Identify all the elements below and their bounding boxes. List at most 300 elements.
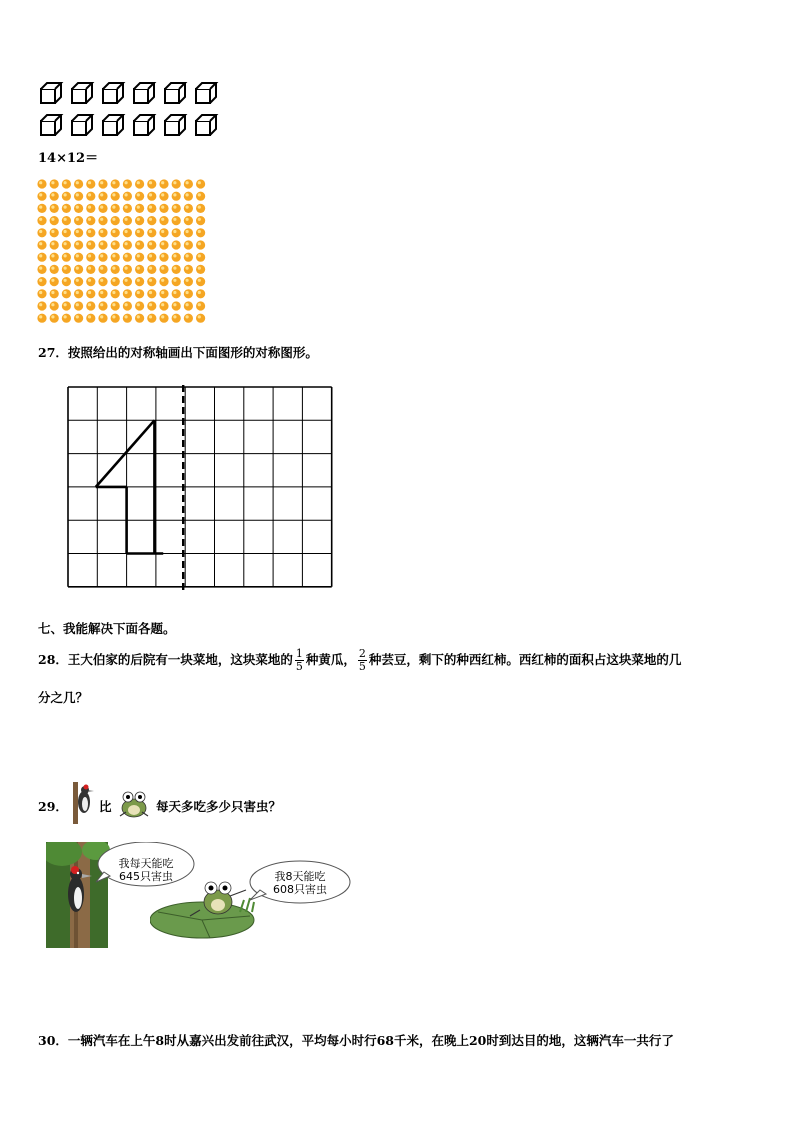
dot — [37, 301, 46, 310]
dot-highlight — [64, 230, 67, 233]
dot — [62, 253, 71, 262]
dot-highlight — [125, 315, 128, 318]
dot — [159, 265, 168, 274]
dot — [159, 240, 168, 249]
dot-highlight — [198, 267, 201, 270]
dot-highlight — [173, 242, 176, 245]
dot — [172, 204, 181, 213]
dot — [111, 314, 120, 323]
dot — [135, 179, 144, 188]
dot — [196, 253, 205, 262]
dot-highlight — [64, 279, 67, 282]
dot-highlight — [88, 291, 91, 294]
dot-highlight — [64, 193, 67, 196]
cube — [103, 115, 123, 135]
question-29-question: 每天多吃多少只害虫？ — [156, 799, 282, 814]
dot — [98, 228, 107, 237]
dot-highlight — [186, 218, 189, 221]
dot-highlight — [137, 181, 140, 184]
dot-highlight — [39, 303, 42, 306]
dot — [62, 179, 71, 188]
dot — [98, 192, 107, 201]
dot-highlight — [100, 279, 103, 282]
question-30-text: 30．一辆汽车在上午8时从嘉兴出发前往武汉，平均每小时行68千米，在晚上20时到达目的地，这辆汽车一共行了 — [38, 1033, 674, 1048]
dot — [135, 253, 144, 262]
dot-array — [36, 178, 212, 328]
dot — [184, 314, 193, 323]
dot — [86, 289, 95, 298]
dot — [184, 289, 193, 298]
dot — [184, 228, 193, 237]
dot-highlight — [51, 267, 54, 270]
fraction-denominator: 5 — [358, 660, 366, 673]
dot-highlight — [149, 279, 152, 282]
dot-highlight — [125, 230, 128, 233]
dot-highlight — [161, 291, 164, 294]
dot — [159, 216, 168, 225]
dot-highlight — [51, 206, 54, 209]
dot-highlight — [186, 303, 189, 306]
question-28-line1 — [38, 648, 681, 673]
dot — [172, 289, 181, 298]
dot-highlight — [88, 242, 91, 245]
dot — [147, 228, 156, 237]
dot — [50, 204, 59, 213]
dot — [74, 192, 83, 201]
dot — [135, 314, 144, 323]
dot-highlight — [39, 206, 42, 209]
dot — [98, 265, 107, 274]
dot — [62, 228, 71, 237]
dot — [172, 277, 181, 286]
dot-highlight — [100, 242, 103, 245]
dot-highlight — [198, 218, 201, 221]
dot-highlight — [149, 242, 152, 245]
dot — [196, 192, 205, 201]
frog-bubble-line1: 我8天能吃 — [274, 870, 326, 883]
dot-highlight — [88, 206, 91, 209]
dot-highlight — [125, 242, 128, 245]
dot — [111, 216, 120, 225]
dot — [123, 240, 132, 249]
dot — [147, 204, 156, 213]
dot — [111, 228, 120, 237]
dot — [147, 253, 156, 262]
dot-highlight — [112, 242, 115, 245]
dot-highlight — [39, 218, 42, 221]
dot — [135, 265, 144, 274]
dot — [111, 289, 120, 298]
dot-highlight — [173, 303, 176, 306]
dot-highlight — [198, 303, 201, 306]
dot-highlight — [39, 181, 42, 184]
dot — [135, 277, 144, 286]
dot — [37, 179, 46, 188]
dot-highlight — [76, 291, 79, 294]
dot — [98, 240, 107, 249]
dot — [74, 253, 83, 262]
dot — [135, 301, 144, 310]
dot-highlight — [161, 242, 164, 245]
dot — [50, 253, 59, 262]
fraction-numerator: 1 — [295, 647, 303, 660]
dot — [86, 314, 95, 323]
dot — [86, 216, 95, 225]
dot-highlight — [198, 230, 201, 233]
dot-highlight — [112, 291, 115, 294]
dot — [184, 253, 193, 262]
dot — [86, 192, 95, 201]
dot — [123, 301, 132, 310]
dot-highlight — [125, 303, 128, 306]
cube — [196, 115, 216, 135]
dot — [135, 228, 144, 237]
dot — [172, 265, 181, 274]
dot-highlight — [100, 267, 103, 270]
cube — [72, 83, 92, 103]
question-29-number: 29． — [38, 799, 68, 814]
dot — [196, 179, 205, 188]
dot-highlight — [51, 315, 54, 318]
dot-highlight — [198, 193, 201, 196]
dot-highlight — [64, 218, 67, 221]
dot-highlight — [137, 242, 140, 245]
woodpecker-small-icon — [70, 782, 94, 824]
dot-highlight — [100, 181, 103, 184]
dot-highlight — [161, 315, 164, 318]
dot — [74, 228, 83, 237]
dot — [196, 228, 205, 237]
dot — [74, 277, 83, 286]
question-29-bi: 比 — [99, 799, 112, 814]
dot-highlight — [112, 230, 115, 233]
dot-highlight — [51, 242, 54, 245]
dot — [98, 179, 107, 188]
dot-highlight — [173, 181, 176, 184]
dot — [62, 289, 71, 298]
dot — [37, 314, 46, 323]
dot — [123, 216, 132, 225]
dot-highlight — [112, 254, 115, 257]
dot-highlight — [186, 315, 189, 318]
dot — [184, 216, 193, 225]
dot-highlight — [88, 230, 91, 233]
dot — [111, 301, 120, 310]
dot-highlight — [112, 218, 115, 221]
cube — [41, 115, 61, 135]
dot-highlight — [186, 206, 189, 209]
dot-highlight — [173, 206, 176, 209]
question-27-text: 27．按照给出的对称轴画出下面图形的对称图形。 — [38, 345, 318, 360]
dot — [135, 192, 144, 201]
frog-small-icon — [116, 786, 152, 820]
dot — [184, 240, 193, 249]
dot-highlight — [149, 206, 152, 209]
dot — [196, 289, 205, 298]
dot-highlight — [112, 315, 115, 318]
woodpecker-bubble-line1: 我每天能吃 — [118, 857, 174, 870]
dot-highlight — [125, 218, 128, 221]
dot — [111, 253, 120, 262]
dot-highlight — [173, 218, 176, 221]
dot — [172, 253, 181, 262]
dot — [123, 314, 132, 323]
dot-highlight — [198, 279, 201, 282]
dot-highlight — [39, 279, 42, 282]
dot — [159, 277, 168, 286]
dot — [37, 216, 46, 225]
cube — [134, 115, 154, 135]
dot-highlight — [125, 279, 128, 282]
dot — [86, 240, 95, 249]
dot — [159, 314, 168, 323]
dot — [172, 192, 181, 201]
dot-highlight — [173, 254, 176, 257]
dot — [98, 204, 107, 213]
cube-rows — [38, 80, 228, 140]
dot — [111, 240, 120, 249]
dot — [98, 289, 107, 298]
cube — [165, 83, 185, 103]
dot — [111, 192, 120, 201]
dot — [62, 265, 71, 274]
dot-highlight — [137, 267, 140, 270]
dot — [50, 216, 59, 225]
dot — [159, 204, 168, 213]
dot-highlight — [149, 254, 152, 257]
dot-highlight — [76, 279, 79, 282]
dot-highlight — [64, 291, 67, 294]
dot — [184, 204, 193, 213]
dot-highlight — [198, 206, 201, 209]
dot — [98, 277, 107, 286]
dot-highlight — [51, 279, 54, 282]
dot-highlight — [100, 230, 103, 233]
dot-highlight — [100, 315, 103, 318]
dot — [147, 301, 156, 310]
cube — [103, 83, 123, 103]
dot — [50, 265, 59, 274]
dot-highlight — [39, 267, 42, 270]
dot-highlight — [137, 279, 140, 282]
dot — [184, 265, 193, 274]
dot — [62, 216, 71, 225]
dot-highlight — [88, 267, 91, 270]
dot — [86, 277, 95, 286]
dot — [147, 277, 156, 286]
dot — [147, 179, 156, 188]
dot — [37, 240, 46, 249]
cube — [134, 83, 154, 103]
section-7-heading: 七、我能解决下面各题。 — [38, 621, 176, 636]
dot-highlight — [100, 254, 103, 257]
dot — [74, 289, 83, 298]
dot-highlight — [186, 267, 189, 270]
multiplication-expression: 14×12＝ — [38, 151, 99, 166]
dot-highlight — [125, 267, 128, 270]
dot — [147, 240, 156, 249]
dot — [147, 216, 156, 225]
dot — [62, 277, 71, 286]
dot-highlight — [186, 193, 189, 196]
dot — [184, 179, 193, 188]
dot — [37, 228, 46, 237]
dot-highlight — [64, 315, 67, 318]
dot — [135, 289, 144, 298]
dot — [50, 192, 59, 201]
dot-highlight — [173, 230, 176, 233]
dot-highlight — [51, 181, 54, 184]
cube — [41, 83, 61, 103]
dot — [184, 301, 193, 310]
dot — [196, 277, 205, 286]
dot — [37, 192, 46, 201]
dot-highlight — [76, 206, 79, 209]
dot — [74, 301, 83, 310]
dot-highlight — [39, 242, 42, 245]
dot-highlight — [51, 230, 54, 233]
dot-highlight — [198, 315, 201, 318]
dot — [74, 204, 83, 213]
dot-highlight — [76, 315, 79, 318]
woodpecker-bubble-line2: 645只害虫 — [119, 870, 173, 883]
dot — [196, 216, 205, 225]
dot-highlight — [173, 267, 176, 270]
dot — [50, 277, 59, 286]
dot-highlight — [112, 193, 115, 196]
dot-highlight — [76, 193, 79, 196]
dot — [123, 204, 132, 213]
dot-highlight — [64, 242, 67, 245]
frog-bubble-line2: 608只害虫 — [273, 883, 327, 896]
dot — [50, 289, 59, 298]
dot-highlight — [149, 230, 152, 233]
dot-highlight — [39, 291, 42, 294]
dot-highlight — [173, 279, 176, 282]
dot-highlight — [112, 181, 115, 184]
dot — [74, 179, 83, 188]
dot — [50, 301, 59, 310]
frog-bubble-text — [262, 870, 338, 896]
dot — [172, 301, 181, 310]
dot — [37, 289, 46, 298]
dot-highlight — [76, 242, 79, 245]
dot — [62, 204, 71, 213]
dot-highlight — [149, 303, 152, 306]
dot-highlight — [88, 218, 91, 221]
question-28-line2: 分之几？ — [38, 690, 89, 705]
dot-highlight — [186, 279, 189, 282]
dot-highlight — [39, 193, 42, 196]
dot-highlight — [149, 181, 152, 184]
dot-highlight — [137, 230, 140, 233]
dot-highlight — [161, 267, 164, 270]
dot-highlight — [198, 254, 201, 257]
dot — [172, 228, 181, 237]
dot — [135, 216, 144, 225]
cube — [165, 115, 185, 135]
dot — [123, 179, 132, 188]
dot-highlight — [51, 254, 54, 257]
dot — [37, 277, 46, 286]
dot-highlight — [100, 193, 103, 196]
dot-highlight — [64, 206, 67, 209]
dot-highlight — [161, 181, 164, 184]
dot — [196, 314, 205, 323]
dot-highlight — [173, 315, 176, 318]
dot-highlight — [137, 291, 140, 294]
dot-highlight — [39, 230, 42, 233]
dot — [98, 301, 107, 310]
dot — [196, 240, 205, 249]
dot — [172, 240, 181, 249]
dot — [86, 179, 95, 188]
dot-highlight — [173, 193, 176, 196]
dot-highlight — [161, 193, 164, 196]
dot — [159, 179, 168, 188]
dot — [123, 228, 132, 237]
dot — [50, 228, 59, 237]
dot-highlight — [88, 315, 91, 318]
dot-highlight — [137, 254, 140, 257]
dot — [111, 204, 120, 213]
dot — [123, 289, 132, 298]
dot — [86, 253, 95, 262]
dot — [159, 253, 168, 262]
dot-highlight — [64, 267, 67, 270]
dot — [62, 301, 71, 310]
dot — [159, 192, 168, 201]
dot-highlight — [76, 181, 79, 184]
dot-highlight — [51, 291, 54, 294]
dot-highlight — [198, 181, 201, 184]
dot-highlight — [125, 291, 128, 294]
dot-highlight — [100, 291, 103, 294]
dot-highlight — [39, 254, 42, 257]
dot — [147, 314, 156, 323]
dot — [74, 265, 83, 274]
dot — [50, 314, 59, 323]
dot — [86, 228, 95, 237]
dot-highlight — [149, 291, 152, 294]
dot — [86, 204, 95, 213]
dot — [123, 192, 132, 201]
dot-highlight — [100, 303, 103, 306]
dot-highlight — [161, 218, 164, 221]
dot-highlight — [88, 279, 91, 282]
dot-highlight — [161, 279, 164, 282]
dot — [111, 265, 120, 274]
fraction-numerator: 2 — [358, 647, 366, 660]
dot-highlight — [161, 206, 164, 209]
dot-highlight — [76, 254, 79, 257]
dot-highlight — [161, 303, 164, 306]
dot-highlight — [88, 303, 91, 306]
cube — [196, 83, 216, 103]
dot-highlight — [76, 230, 79, 233]
dot — [86, 301, 95, 310]
cube — [72, 115, 92, 135]
dot — [37, 265, 46, 274]
dot — [123, 265, 132, 274]
dot-highlight — [149, 218, 152, 221]
dot-highlight — [173, 291, 176, 294]
fraction-two-fifths — [358, 648, 367, 673]
dot — [74, 216, 83, 225]
dot-highlight — [186, 230, 189, 233]
dot — [172, 216, 181, 225]
dot-highlight — [137, 315, 140, 318]
